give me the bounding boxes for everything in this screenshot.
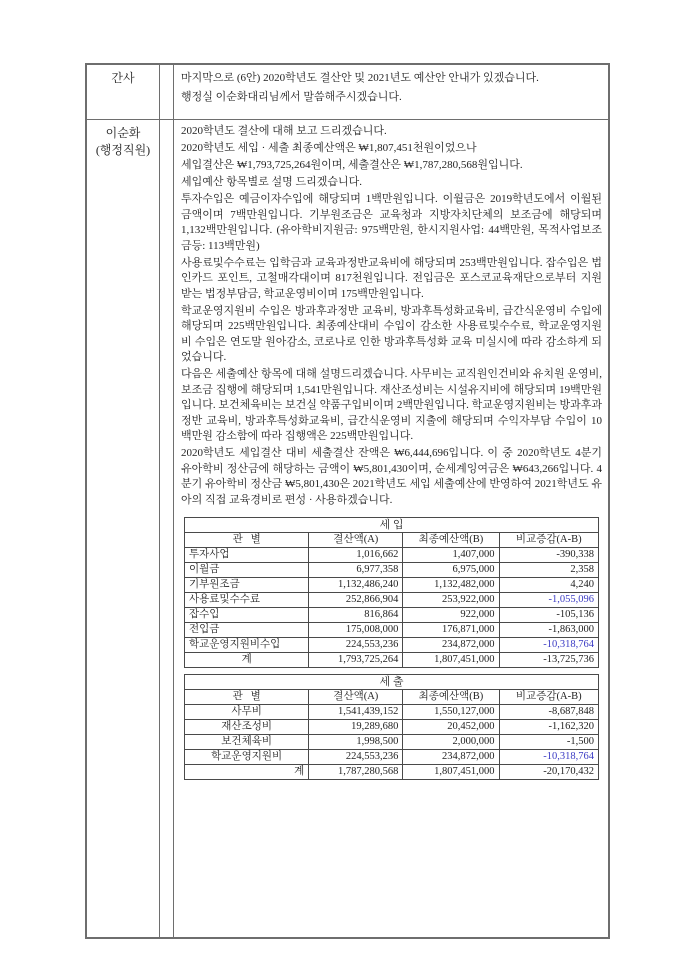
speech-paragraph: 학교운영지원비 수입은 방과후과정반 교육비, 방과후특성화교육비, 급간식운영비 수입에 해당되며 225백만원입니다. 최종예산대비 수입이 감소한 사용료및수수료, 학교운영지원비 수입은 연도말 원아감소, 코로나로 인한 방과후특성화 교육 미실시에 따라 감소하게 되었습니다. [181, 304, 602, 363]
diff-amount: -1,500 [499, 735, 598, 750]
header-diff: 비교증감(A-B) [499, 690, 598, 705]
row-label: 학교운영지원비 [185, 750, 309, 765]
table-row [185, 623, 599, 638]
budget-amount: 6,975,000 [403, 563, 499, 578]
diff-amount-highlight: -10,318,764 [499, 750, 598, 765]
budget-amount: 1,132,482,000 [403, 578, 499, 593]
speech-paragraph: 다음은 세출예산 항목에 대해 설명드리겠습니다. 사무비는 교직원인건비와 유치원 운영비, 보조금 집행에 해당되며 1,541만원입니다. 재산조성비는 시설유지비에 해당되며 19백만원입니다. 보건체육비는 보건실 약품구입비이며 2백만원입니다. 학교운영지원비는 방과후과정반 교육비, 방과후특성화교육비, 급간식운영비 지출에 해당되며 수익자부담 수입이 10백만원 감소함에 따라 집행액은 225백만원입니다. [181, 368, 602, 442]
table-row [185, 720, 599, 735]
speech-content [174, 65, 608, 119]
speech-paragraph: 투자수입은 예금이자수입에 해당되며 1백만원입니다. 이월금은 2019학년도에서 이월된 금액이며 7백만원입니다. 기부원조금은 교육청과 지방자치단체의 보조금에 해당되며 1,132백만원입니다. (유아학비지원금: 975백만원, 한시지원사업: 44백만원, 목적사업보조금등: 113백만원) [181, 193, 602, 252]
diff-amount-highlight: -1,055,096 [499, 593, 598, 608]
diff-total: -13,725,736 [499, 653, 598, 668]
revenue-header-row [185, 533, 599, 548]
speaker-role: (행정직원) [95, 143, 151, 157]
budget-amount: 2,000,000 [403, 735, 499, 750]
row-label: 학교운영지원비수입 [185, 638, 309, 653]
settled-amount: 6,977,358 [309, 563, 403, 578]
speech-content [174, 120, 608, 937]
table-row [185, 548, 599, 563]
budget-amount: 176,871,000 [403, 623, 499, 638]
speech-paragraph: 2020학년도 세입 · 세출 최종예산액은 ₩1,807,451천원이었으나 [181, 142, 477, 154]
settled-amount: 252,866,904 [309, 593, 403, 608]
budget-amount: 922,000 [403, 608, 499, 623]
table-row [87, 65, 608, 120]
diff-amount: -1,863,000 [499, 623, 598, 638]
budget-total: 1,807,451,000 [403, 765, 499, 780]
budget-total: 1,807,451,000 [403, 653, 499, 668]
row-label: 재산조성비 [185, 720, 309, 735]
speech-paragraph: 2020학년도 결산에 대해 보고 드리겠습니다. [181, 125, 387, 137]
speech-paragraph: 세입예산 항목별로 설명 드리겠습니다. [181, 176, 363, 188]
diff-amount: 2,358 [499, 563, 598, 578]
settled-amount: 1,541,439,152 [309, 705, 403, 720]
minutes-table [85, 63, 610, 939]
settled-total: 1,793,725,264 [309, 653, 403, 668]
revenue-table-title: 세 입 [185, 518, 599, 533]
table-row [185, 563, 599, 578]
settled-amount: 1,016,662 [309, 548, 403, 563]
table-row [87, 120, 608, 937]
settled-amount: 224,553,236 [309, 750, 403, 765]
header-category: 관 별 [185, 533, 309, 548]
settled-amount: 816,864 [309, 608, 403, 623]
budget-amount: 234,872,000 [403, 750, 499, 765]
diff-amount: -390,338 [499, 548, 598, 563]
settled-amount: 1,998,500 [309, 735, 403, 750]
budget-amount: 253,922,000 [403, 593, 499, 608]
total-row [185, 765, 599, 780]
speech-paragraph: 2020학년도 세입결산 대비 세출결산 잔액은 ₩6,444,696입니다. 이 중 2020학년도 4분기 유아학비 정산금에 해당하는 금액이 ₩5,801,430이며, 순세계잉여금은 ₩643,266입니다. 4분기 유아학비 정산금 ₩5,801,430은 2021학년도 세입 세출예산에 반영하여 2021학년도 유아의 직접 교육경비로 편성 · 사용하겠습니다. [181, 447, 602, 506]
settled-total: 1,787,280,568 [309, 765, 403, 780]
header-category: 관 별 [185, 690, 309, 705]
gap-cell [160, 120, 174, 937]
speaker-name: 이순화 [105, 126, 141, 140]
diff-amount: 4,240 [499, 578, 598, 593]
header-diff: 비교증감(A-B) [499, 533, 598, 548]
settled-amount: 224,553,236 [309, 638, 403, 653]
diff-amount: -1,162,320 [499, 720, 598, 735]
row-label: 잡수입 [185, 608, 309, 623]
row-label: 이월금 [185, 563, 309, 578]
diff-amount: -105,136 [499, 608, 598, 623]
table-row [185, 750, 599, 765]
expense-table-title: 세 출 [185, 675, 599, 690]
budget-amount: 234,872,000 [403, 638, 499, 653]
header-budget: 최종예산액(B) [403, 690, 499, 705]
speech-paragraph: 마지막으로 (6안) 2020학년도 결산안 및 2021년도 예산안 안내가 있겠습니다. [181, 72, 539, 84]
header-budget: 최종예산액(B) [403, 533, 499, 548]
expense-table [184, 674, 599, 780]
row-label: 전입금 [185, 623, 309, 638]
settled-amount: 1,132,486,240 [309, 578, 403, 593]
revenue-title-row [185, 518, 599, 533]
total-label: 계 [185, 765, 309, 780]
total-row [185, 653, 599, 668]
row-label: 보건체육비 [185, 735, 309, 750]
table-row [185, 735, 599, 750]
expense-title-row [185, 675, 599, 690]
settled-amount: 175,008,000 [309, 623, 403, 638]
diff-amount-highlight: -10,318,764 [499, 638, 598, 653]
speaker-cell [87, 120, 160, 937]
revenue-table [184, 517, 599, 668]
table-row [185, 638, 599, 653]
budget-amount: 1,407,000 [403, 548, 499, 563]
table-row [185, 593, 599, 608]
speech-paragraph: 세입결산은 ₩1,793,725,264원이며, 세출결산은 ₩1,787,280,568원입니다. [181, 159, 523, 171]
settled-amount: 19,289,680 [309, 720, 403, 735]
diff-total: -20,170,432 [499, 765, 598, 780]
row-label: 사무비 [185, 705, 309, 720]
budget-amount: 1,550,127,000 [403, 705, 499, 720]
row-label: 투자사업 [185, 548, 309, 563]
speaker-name: 간사 [111, 71, 135, 85]
total-label: 계 [185, 653, 309, 668]
expense-header-row [185, 690, 599, 705]
speech-paragraph: 행정실 이순화대리님께서 말씀해주시겠습니다. [181, 90, 402, 103]
header-settled: 결산액(A) [309, 533, 403, 548]
speech-paragraph: 사용료및수수료는 입학금과 교육과정반교육비에 해당되며 253백만원입니다. 잡수입은 법인카드 포인트, 고철매각대이며 817천원입니다. 전입금은 포스코교육재단으로부터 지원받는 법정부담금, 학교운영비이며 175백만원입니다. [181, 256, 602, 300]
table-row [185, 578, 599, 593]
gap-cell [160, 65, 174, 119]
row-label: 기부원조금 [185, 578, 309, 593]
header-settled: 결산액(A) [309, 690, 403, 705]
table-row [185, 705, 599, 720]
diff-amount: -8,687,848 [499, 705, 598, 720]
row-label: 사용료및수수료 [185, 593, 309, 608]
speaker-cell [87, 65, 160, 119]
table-row [185, 608, 599, 623]
budget-amount: 20,452,000 [403, 720, 499, 735]
